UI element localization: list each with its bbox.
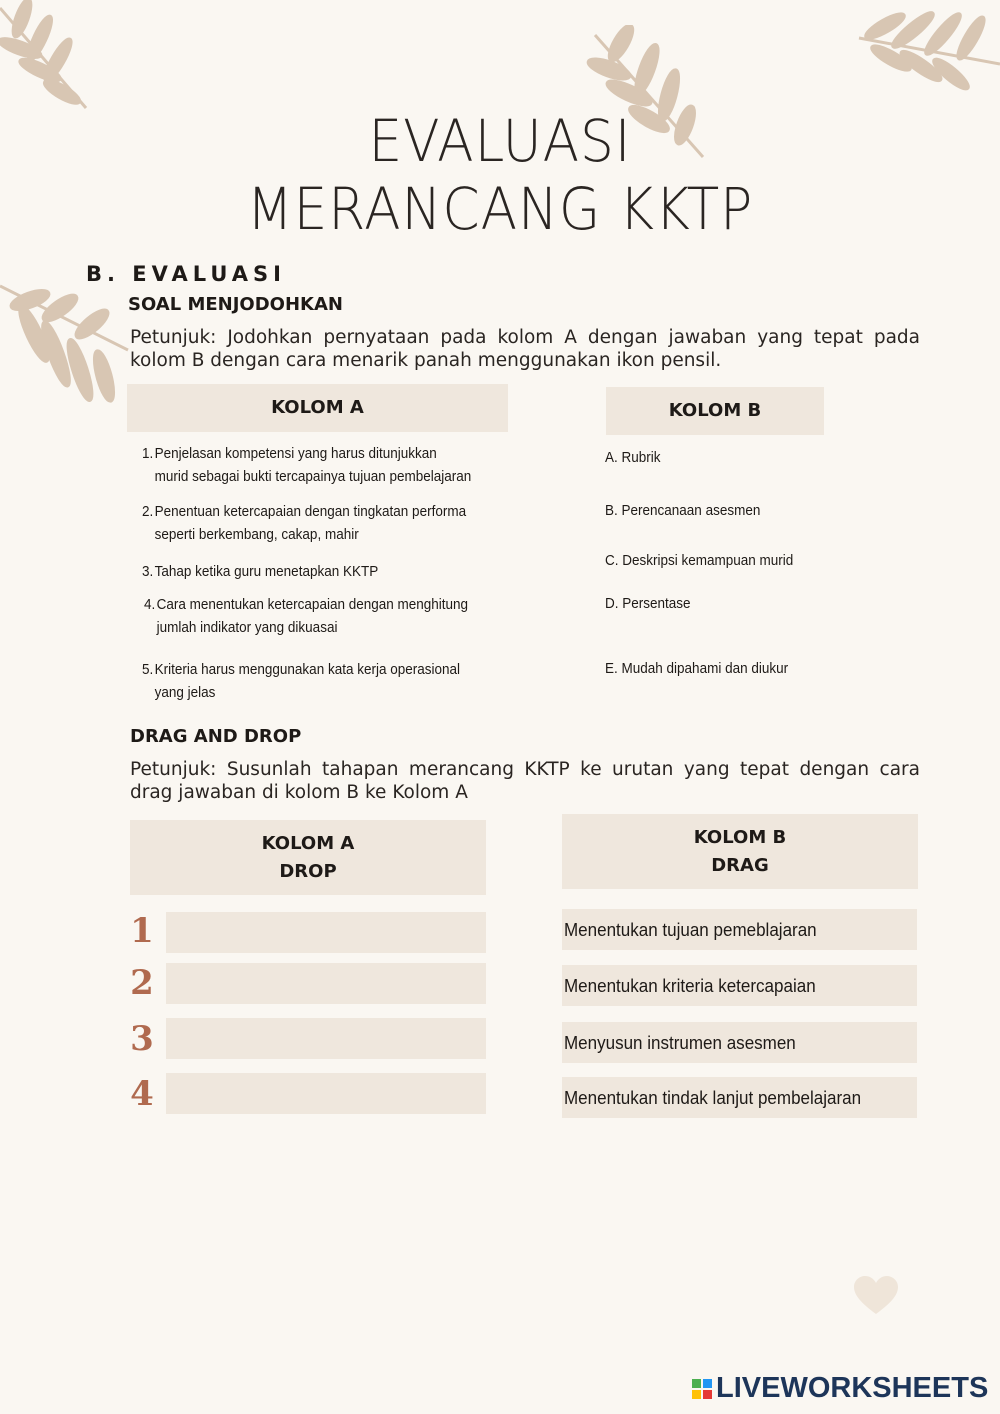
drag-item-label: Menentukan tindak lanjut pembelajaran [564,1086,862,1108]
liveworksheets-logo[interactable] [692,1372,988,1405]
statement-line1: Cara menentukan ketercapaian dengan menghitung [156,596,469,613]
statement-number: 2. [142,503,154,520]
statement-number: 4. [144,596,156,613]
statement-line2: murid sebagai bukti tercapainya tujuan pembelajaran [154,468,472,485]
dragdrop-heading: DRAG AND DROP [130,726,302,747]
logo-text: LIVEWORKSHEETS [716,1372,989,1404]
dragdrop-col-b-subtitle: DRAG [711,854,769,876]
statement-number: 3. [142,563,154,580]
drag-item-1[interactable] [562,909,917,950]
drop-number-1: 1 [130,911,154,951]
leaf-decoration-left-icon [0,280,135,430]
drop-slot-3[interactable] [166,1018,486,1059]
statement-line1: Penjelasan kompetensi yang harus ditunjukkan [154,445,437,462]
dragdrop-col-b-title: KOLOM B [693,826,787,848]
matching-answer-d[interactable]: D. Persentase [605,595,691,612]
matching-answer-b[interactable]: B. Perencanaan asesmen [605,502,761,519]
page-title-line2: MERANCANG KKTP [246,175,754,243]
logo-blocks-icon [692,1379,712,1399]
drag-item-2[interactable] [562,965,917,1006]
matching-statement-1[interactable] [142,442,471,488]
matching-answer-c[interactable]: C. Deskripsi kemampuan murid [605,552,794,569]
leaf-decoration-top-left-icon [0,0,110,120]
heart-icon [853,1276,899,1316]
statement-line1: Penentuan ketercapaian dengan tingkatan performa [154,503,467,520]
matching-statement-5[interactable] [142,658,460,704]
drop-slot-2[interactable] [166,963,486,1004]
drag-item-label: Menentukan kriteria ketercapaian [564,974,816,996]
dragdrop-instruction: Petunjuk: Susunlah tahapan merancang KKTP ke urutan yang tepat dengan cara drag jawaban di kolom B ke Kolom A [130,759,920,803]
drop-number-4: 4 [130,1074,154,1114]
drag-item-label: Menyusun instrumen asesmen [564,1031,796,1053]
drag-item-label: Menentukan tujuan pemeblajaran [564,918,817,940]
matching-statement-3[interactable] [142,560,378,583]
drop-slot-4[interactable] [166,1073,486,1114]
matching-statement-4[interactable] [144,593,468,639]
matching-col-a-header: KOLOM A [127,384,508,432]
statement-line2: seperti berkembang, cakap, mahir [154,526,359,543]
drag-item-4[interactable] [562,1077,917,1118]
matching-col-b-header: KOLOM B [606,387,824,435]
drop-slot-1[interactable] [166,912,486,953]
drop-number-3: 3 [130,1019,154,1059]
matching-answer-e[interactable]: E. Mudah dipahami dan diukur [605,660,789,677]
page-title-line1: EVALUASI [368,107,632,175]
leaf-decoration-top-right-icon [855,0,1000,100]
statement-number: 5. [142,661,154,678]
statement-line1: Kriteria harus menggunakan kata kerja operasional [154,661,461,678]
statement-number: 1. [142,445,154,462]
dragdrop-col-a-subtitle: DROP [279,860,337,882]
statement-line1: Tahap ketika guru menetapkan KKTP [154,563,379,580]
drop-number-2: 2 [130,963,154,1003]
section-subheading: SOAL MENJODOHKAN [128,294,343,315]
section-heading: B. EVALUASI [86,262,286,286]
matching-instruction: Petunjuk: Jodohkan pernyataan pada kolom A dengan jawaban yang tepat pada kolom B dengan cara menarik panah menggunakan ikon pensil. [130,327,920,371]
matching-statement-2[interactable] [142,500,466,546]
dragdrop-col-a-title: KOLOM A [261,832,355,854]
drag-item-3[interactable] [562,1022,917,1063]
matching-answer-a[interactable]: A. Rubrik [605,449,661,466]
dragdrop-col-b-header [562,814,918,889]
dragdrop-col-a-header [130,820,486,895]
statement-line2: jumlah indikator yang dikuasai [156,619,338,636]
statement-line2: yang jelas [154,684,216,701]
